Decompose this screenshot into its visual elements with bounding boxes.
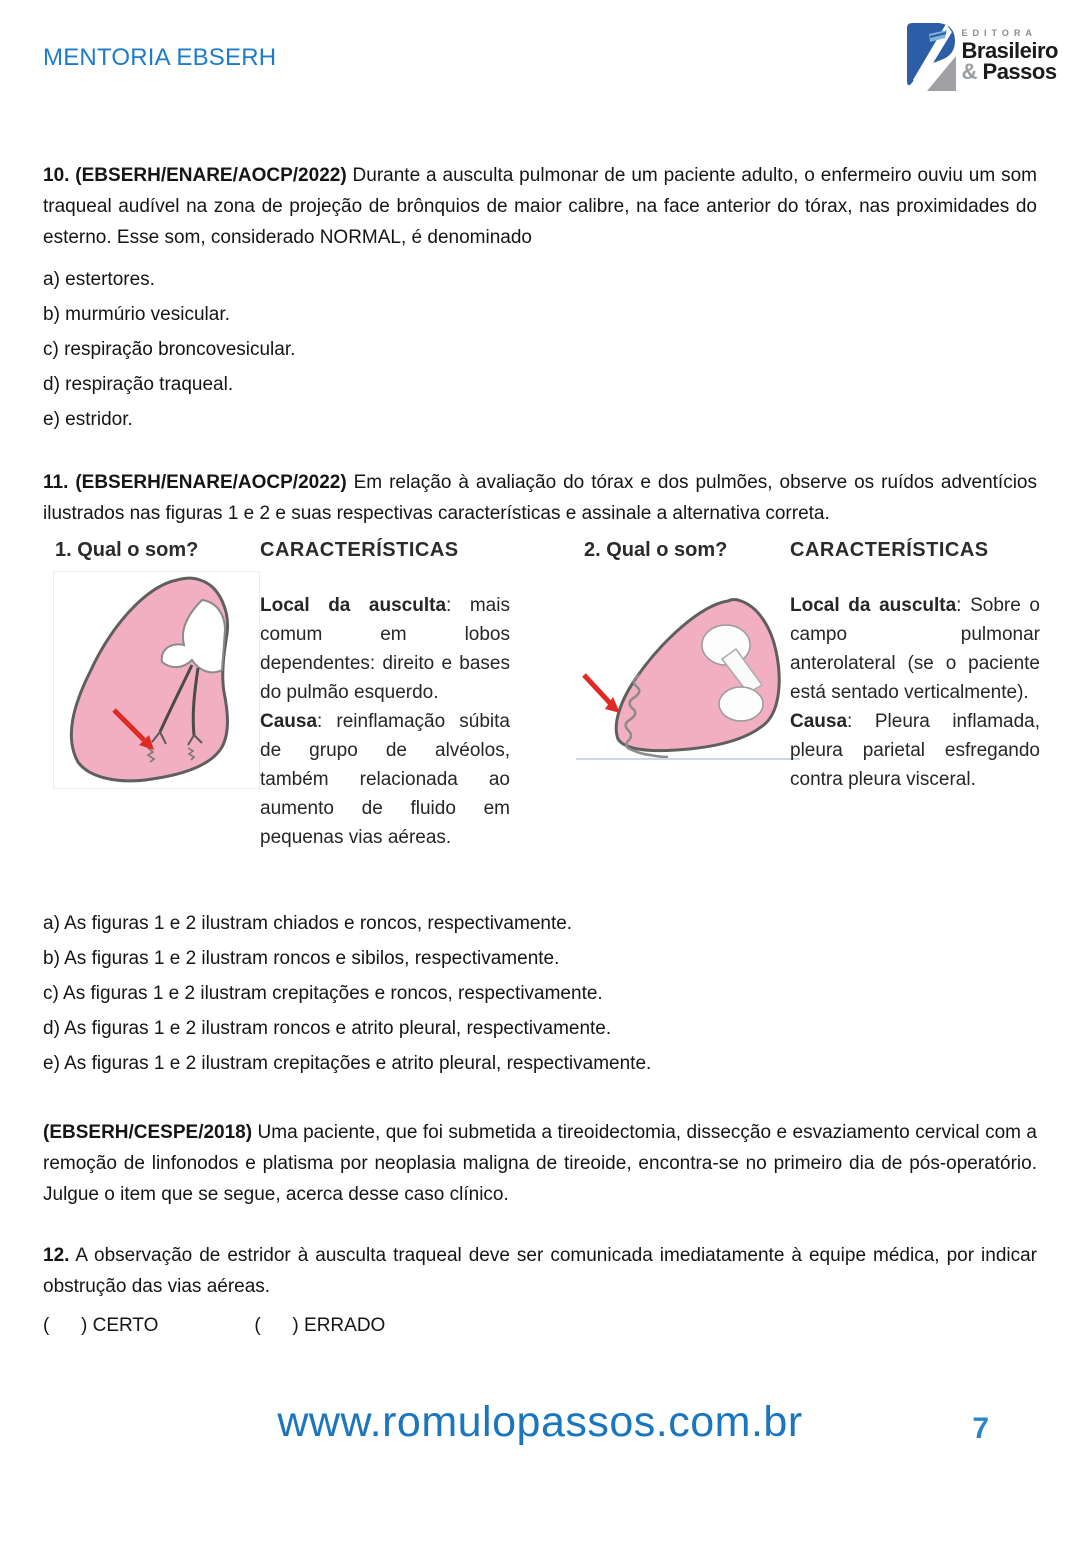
option-10-c: c) respiração broncovesicular. [43,339,296,360]
footer-website-link[interactable]: www.romulopassos.com.br [277,1398,803,1446]
question-11-figures [43,539,1040,894]
publisher-logo-icon [903,22,957,92]
question-12-number: 12. [43,1245,70,1266]
option-10-b: b) murmúrio vesicular. [43,304,230,325]
option-11-a: a) As figuras 1 e 2 ilustram chiados e roncos, respectivamente. [43,913,573,934]
option-11-e: e) As figuras 1 e 2 ilustram crepitações e atrito pleural, respectivamente. [43,1053,652,1074]
answer-errado: ( ) ERRADO [254,1315,386,1336]
question-11-paragraph [43,467,1037,529]
figure-2-local [790,591,1040,707]
figure-1-causa [260,707,510,852]
question-10-source: 10. (EBSERH/ENARE/AOCP/2022) [43,165,347,186]
logo-name-line1: Brasileiro [961,38,1058,63]
option-11-b: b) As figuras 1 e 2 ilustram roncos e sibilos, respectivamente. [43,948,560,969]
figure-2-lung-image [576,591,800,767]
figure-2-causa [790,707,1040,794]
question-12-paragraph [43,1240,1037,1302]
page-title: MENTORIA EBSERH [43,44,277,71]
question-12-answers [43,1308,1037,1343]
cespe-text: Uma paciente, que foi submetida a tireoidectomia, dissecção e esvaziamento cervical com a remoção de linfonodos e platisma por neoplasia maligna de tireoide, encontra-se no primeiro dia de pós-operatório. Julgue o item que se segue, acerca desse caso clínico. [43,1122,1037,1205]
figure-1-local-label: Local da ausculta [260,595,447,616]
page-number: 7 [972,1412,989,1445]
option-11-d: d) As figuras 1 e 2 ilustram roncos e atrito pleural, respectivamente. [43,1018,612,1039]
figure-1-label: 1. Qual o som? [55,539,199,561]
option-10-e: e) estridor. [43,409,133,430]
publisher-logo [903,22,1059,92]
question-12-text: A observação de estridor à ausculta traqueal deve ser comunicada imediatamente à equipe médica, por indicar obstrução das vias aéreas. [43,1245,1037,1297]
question-11-options [43,906,1037,1081]
question-11-text: Em relação à avaliação do tórax e dos pulmões, observe os ruídos adventícios ilustrados nas figuras 1 e 2 e suas respectivas características e assinale a alternativa correta. [43,472,1037,524]
page-header [0,0,1080,100]
figure-2-label: 2. Qual o som? [584,539,728,561]
figure-2-characteristics-text [790,591,1040,794]
question-11-source: 11. (EBSERH/ENARE/AOCP/2022) [43,472,347,493]
page-footer [43,1398,1037,1478]
question-10-text: Durante a ausculta pulmonar de um paciente adulto, o enfermeiro ouviu um som traqueal audível na zona de projeção de brônquios de maior calibre, na face anterior do tórax, nas proximidades do esterno. Esse som, considerado NORMAL, é denominado [43,165,1037,248]
figure-1-characteristics-title: CARACTERÍSTICAS [260,539,459,561]
answer-certo: ( ) CERTO [43,1315,159,1336]
figure-2-characteristics-title: CARACTERÍSTICAS [790,539,989,561]
logo-name-line2 [962,61,1059,82]
option-10-d: d) respiração traqueal. [43,374,234,395]
figure-2-local-label: Local da ausculta [790,595,957,616]
figure-1-lung-image [53,571,260,789]
figure-2-causa-label: Causa [790,711,848,732]
option-11-c: c) As figuras 1 e 2 ilustram crepitações e roncos, respectivamente. [43,983,603,1004]
figure-2-causa-value: : Pleura inflamada, pleura parietal esfregando contra pleura visceral. [790,711,1040,790]
option-10-a: a) estertores. [43,269,155,290]
publisher-logo-text [962,22,1059,82]
figure-1-causa-value: : reinflamação súbita de grupo de alvéolos, também relacionada ao aumento de fluido em pequenas vias aéreas. [260,711,510,848]
question-10-options [43,262,1037,437]
page-content [0,160,1080,1343]
figure-1-characteristics-text [260,591,510,852]
cespe-source: (EBSERH/CESPE/2018) [43,1122,253,1143]
figure-1-causa-label: Causa [260,711,318,732]
answers-gap [158,1308,254,1343]
question-10-paragraph [43,160,1037,253]
logo-ampersand: & [961,59,977,84]
cespe-case-paragraph [43,1117,1037,1210]
figure-1-local-value: : mais comum em lobos dependentes: direito e bases do pulmão esquerdo. [260,595,510,703]
logo-editora-label: EDITORA [961,28,1037,38]
figure-2-local-value: : Sobre o campo pulmonar anterolateral (se o paciente está sentado verticalmente). [790,595,1040,703]
logo-passos: Passos [982,59,1057,84]
figure-1-local [260,591,510,707]
